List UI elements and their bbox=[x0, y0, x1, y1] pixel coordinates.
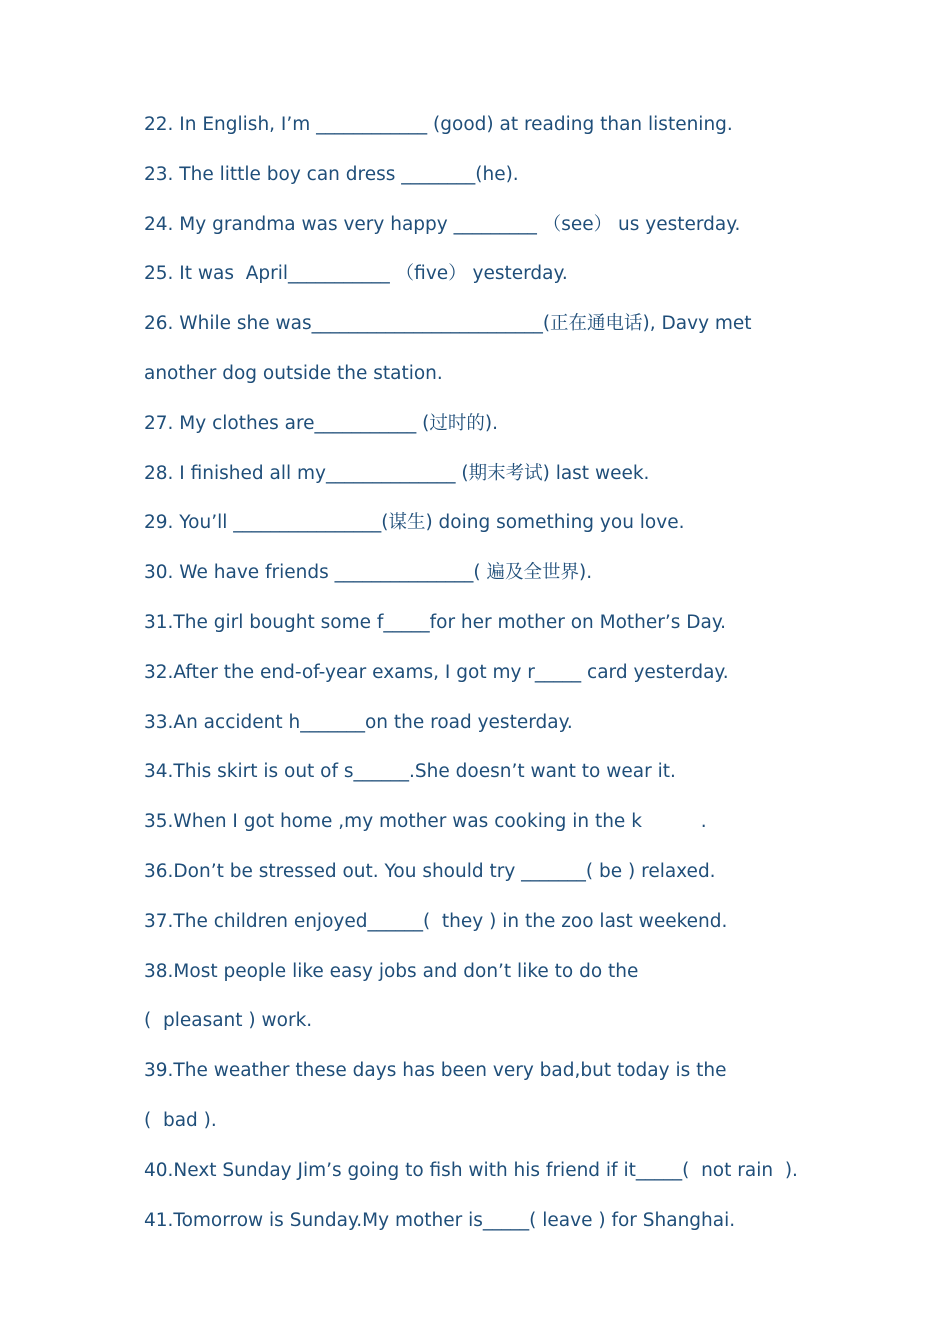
exercise-line-25: 25. It was April___________ （five） yesterday. bbox=[144, 263, 568, 285]
exercise-line-37: 37.The children enjoyed______( they ) in the zoo last weekend. bbox=[144, 910, 728, 932]
exercise-line-36: 36.Don’t be stressed out. You should try _______( be ) relaxed. bbox=[144, 860, 716, 882]
exercise-line-35: 35.When I got home ,my mother was cooking in the k . bbox=[144, 811, 707, 833]
exercise-line-38-cont: ( pleasant ) work. bbox=[144, 1010, 313, 1032]
exercise-line-40: 40.Next Sunday Jim’s going to fish with his friend if it_____( not rain ). bbox=[144, 1159, 798, 1181]
exercise-line-34: 34.This skirt is out of s______.She doesn’t want to wear it. bbox=[144, 761, 676, 783]
exercise-line-32: 32.After the end-of-year exams, I got my r_____ card yesterday. bbox=[144, 661, 729, 683]
exercise-line-33: 33.An accident h_______on the road yesterday. bbox=[144, 711, 573, 733]
exercise-line-30: 30. We have friends _______________( 遍及全世界). bbox=[144, 562, 593, 584]
exercise-line-23: 23. The little boy can dress ________(he). bbox=[144, 163, 519, 185]
exercise-line-27: 27. My clothes are___________ (过时的). bbox=[144, 412, 498, 434]
worksheet-page bbox=[144, 100, 924, 1245]
exercise-line-22: 22. In English, I’m ____________ (good) at reading than listening. bbox=[144, 114, 733, 135]
exercise-line-26: 26. While she was_________________________(正在通电话), Davy met bbox=[144, 313, 752, 335]
exercise-line-41: 41.Tomorrow is Sunday.My mother is_____( leave ) for Shanghai. bbox=[144, 1209, 736, 1231]
exercise-line-39: 39.The weather these days has been very bad,but today is the bbox=[144, 1060, 727, 1082]
exercise-line-38: 38.Most people like easy jobs and don’t like to do the bbox=[144, 960, 639, 982]
exercise-line-31: 31.The girl bought some f_____for her mother on Mother’s Day. bbox=[144, 611, 727, 633]
exercise-line-24: 24. My grandma was very happy _________ （see） us yesterday. bbox=[144, 213, 741, 235]
exercise-line-28: 28. I finished all my______________ (期末考试) last week. bbox=[144, 462, 650, 484]
exercise-line-29: 29. You’ll ________________(谋生) doing something you love. bbox=[144, 512, 685, 534]
exercise-line-39-cont: ( bad ). bbox=[144, 1109, 217, 1131]
exercise-line-26-cont: another dog outside the station. bbox=[144, 362, 443, 384]
